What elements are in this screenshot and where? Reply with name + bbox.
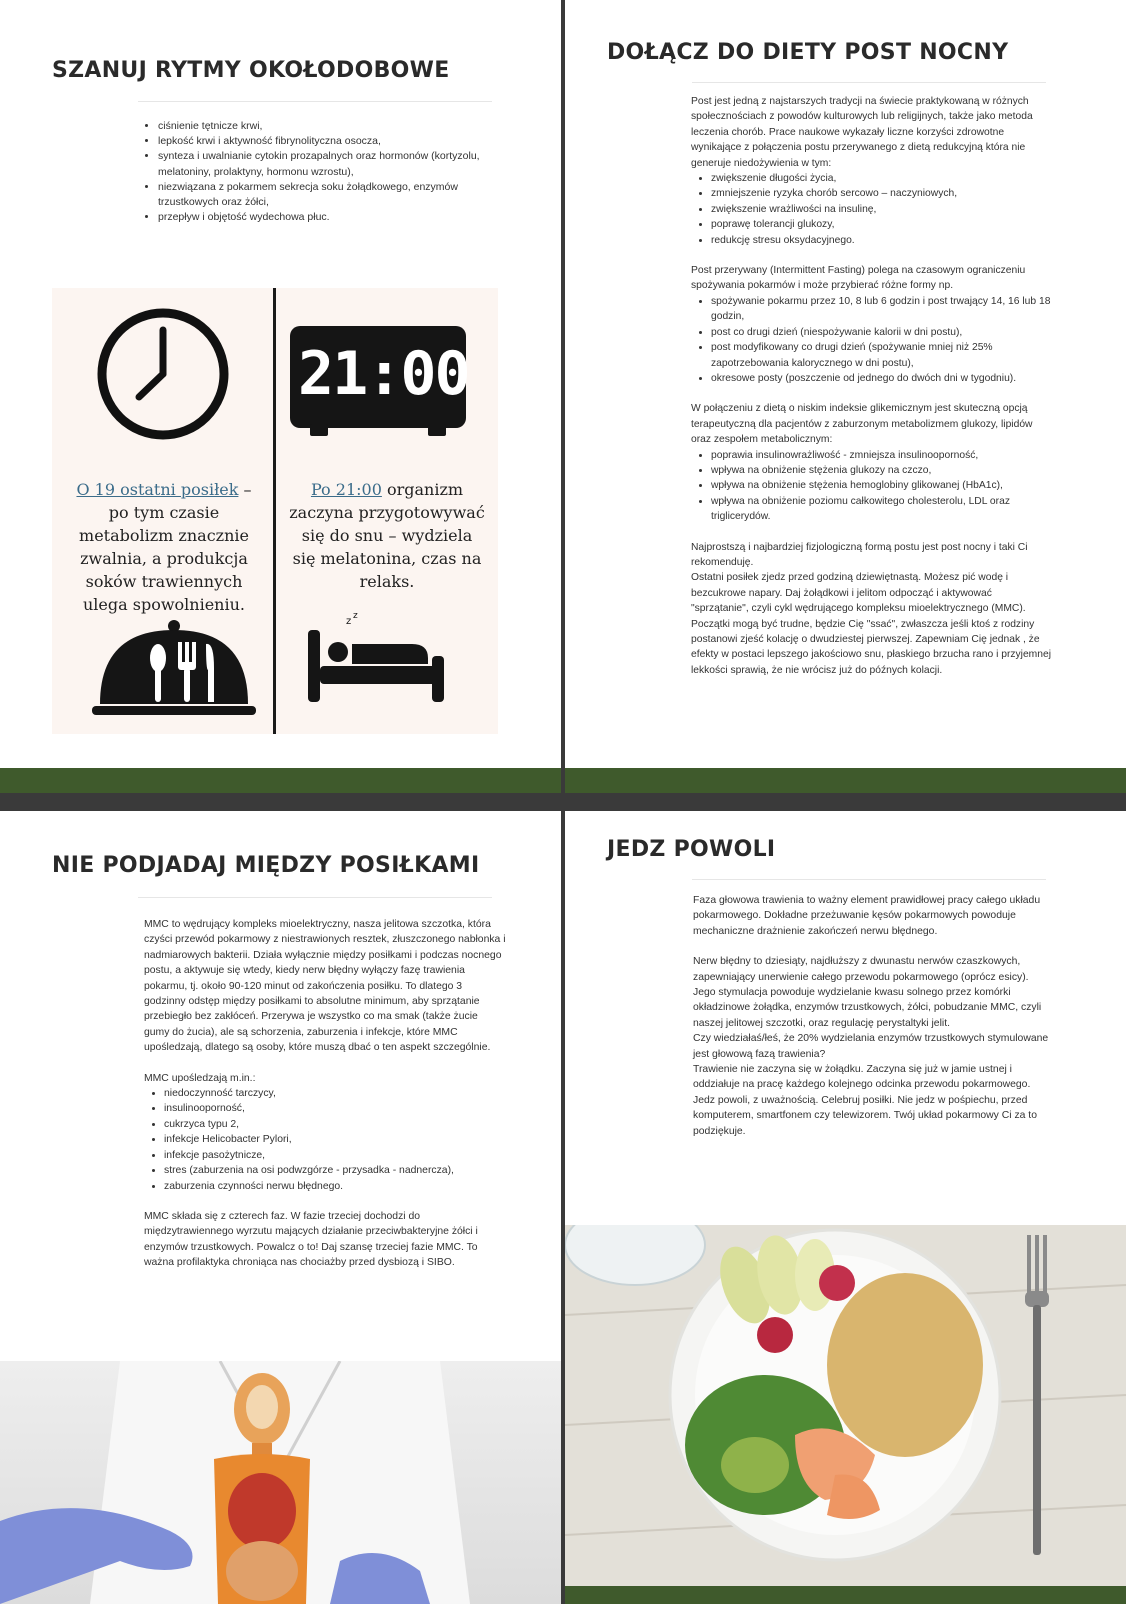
list-item: • post co drugi dzień (niespożywanie kalorii w dni postu), xyxy=(711,325,1051,340)
list-item: • zwiększenie długości życia, xyxy=(711,171,1051,186)
caption-left-text: – po tym czasie metabolizm znacznie zwalnia, a produkcja soków trawiennych ulega spowolnieniu. xyxy=(79,480,252,614)
mmc-text xyxy=(144,917,506,1271)
list-item: • cukrzyca typu 2, xyxy=(164,1117,506,1132)
title-rule xyxy=(692,879,1046,880)
eat-slowly-text xyxy=(693,893,1049,1139)
page-night-fast xyxy=(565,0,1126,793)
list-item: • synteza i uwalnianie cytokin prozapalnych oraz hormonów (kortyzolu, melatoniny, prolaktyny, hormonu wzrostu), xyxy=(158,149,498,179)
footer-bar xyxy=(565,1586,1126,1604)
paragraph: Czy wiedziałaś/łeś, że 20% wydzielania enzymów trzustkowych stymulowane jest głowową fazą trawienia? xyxy=(693,1033,1049,1060)
mmc-list xyxy=(144,1086,506,1194)
list-item: • post modyfikowany co drugi dzień (spożywanie mniej niż 25% zapotrzebowania kalorycznego w dni postu), xyxy=(711,340,1051,371)
list-item: • wpływa na obniżenie stężenia hemoglobiny glikowanej (HbA1c), xyxy=(711,478,1051,493)
footer-bar xyxy=(0,768,561,793)
list-item: • redukcję stresu oksydacyjnego. xyxy=(711,233,1051,248)
list-item: • spożywanie pokarmu przez 10, 8 lub 6 godzin i post trwający 14, 16 lub 18 godzin, xyxy=(711,294,1051,325)
list-item: • ciśnienie tętnicze krwi, xyxy=(158,119,498,134)
if-paragraph: Post przerywany (Intermittent Fasting) polega na czasowym ograniczeniu spożywania pokarmów i może przybierać różne formy np. xyxy=(691,265,1026,292)
list-item: • niedoczynność tarczycy, xyxy=(164,1086,506,1101)
caption-left xyxy=(66,478,262,616)
closing-paragraph-1: Najprostszą i najbardziej fizjologiczną formą postu jest post nocny i taki Ci rekomenduję. xyxy=(691,541,1028,568)
gi-effects-list xyxy=(691,448,1051,525)
page-title: JEDZ POWOLI xyxy=(607,837,776,862)
page-eat-slowly xyxy=(565,811,1126,1604)
paragraph: Trawienie nie zaczyna się w żołądku. Zaczyna się już w jamie ustnej i oddziałuje na pracę każdego kolejnego odcinka przewodu pokarmowego. xyxy=(693,1064,1031,1091)
digital-clock-display: 21:00 xyxy=(298,339,469,409)
list-item: • zmniejszenie ryzyka chorób sercowo – naczyniowych, xyxy=(711,186,1051,201)
mmc-paragraph-2: MMC składa się z czterech faz. W fazie trzeciej dochodzi do międzytrawiennego wyrzutu mających działanie przeciwbakteryjne żółci i enzymów trzustkowych. Powalcz o to! Daj szansę trzeciej fazie MMC. To ważna profilaktyka chroniąca nas chociażby przed dysbiozą i SIBO. xyxy=(144,1210,478,1269)
intro-paragraph: Post jest jedną z najstarszych tradycji na świecie praktykowaną w różnych społecznościach z powodów kulturowych lub religijnych, także jako metoda leczenia chorób. Prace naukowe wykazały liczne korzyści zdrowotne wynikające z połączenia postu przerywanego z dietą redukcyjną która nie generuje niedożywienia w tym: xyxy=(691,96,1033,169)
paragraph: Jedz powoli, z uważnością. Celebruj posiłki. Nie jedz w pośpiechu, przed komputerem, smartfonem czy telewizorem. Twój układ pokarmowy Ci za to podziękuje. xyxy=(693,1094,1037,1137)
list-item: • poprawia insulinowrażliwość - zmniejsza insulinooporność, xyxy=(711,448,1051,463)
caption-right xyxy=(288,478,486,593)
caption-right-text: organizm zaczyna przygotowywać się do snu – wydziela się melatonina, czas na relaks. xyxy=(289,480,485,591)
gi-paragraph: W połączeniu z dietą o niskim indeksie glikemicznym jest skuteczną opcją terapeutyczną dla pacjentów z zaburzonym metabolizmem glukozy, lipidów oraz zespołem metabolicznym: xyxy=(691,403,1033,446)
rhythm-list xyxy=(138,119,498,225)
clock-icon xyxy=(95,306,231,442)
rhythm-list-block xyxy=(138,119,498,225)
svg-text:z: z xyxy=(346,616,352,627)
anatomy-model-photo xyxy=(0,1361,561,1604)
closing-paragraph-2: Ostatni posiłek zjedz przed godziną dziewiętnastą. Możesz pić wodę i bezcukrowe napary. Daj żołądkowi i jelitom odpocząć i aktywować "sprzątanie", czyli cykl wędrującego kompleksu mioelektrycznego (MMC). Początki mogą być trudne, będzie Cię "ssać", zwłaszcza jeśli ktoś z rodziny postanowi zjeść kolację o dwudziestej pierwszej. Zapewniam Cię jednak , że efekty w postaci lepszego jakościowo snu, płaskiego brzucha rano i przyjemnej lekkości sprawią, że nie wrócisz już do późnych kolacji. xyxy=(691,572,1052,676)
page-title: NIE PODJADAJ MIĘDZY POSIŁKAMI xyxy=(52,853,480,878)
list-item: • insulinooporność, xyxy=(164,1101,506,1116)
page-title: SZANUJ RYTMY OKOŁODOBOWE xyxy=(52,58,450,83)
list-item: • zaburzenia czynności nerwu błędnego. xyxy=(164,1179,506,1194)
sleeping-bed-icon xyxy=(306,610,448,706)
list-item: • wpływa na obniżenie stężenia glukozy na czczo, xyxy=(711,463,1051,478)
night-fast-text xyxy=(691,94,1051,678)
title-rule xyxy=(138,101,492,102)
page-title: DOŁĄCZ DO DIETY POST NOCNY xyxy=(607,40,1009,65)
paragraph: Nerw błędny to dziesiąty, najdłuższy z dwunastu nerwów czaszkowych, zapewniający unerwienie całego przewodu pokarmowego (oprócz esicy). Jego stymulacja powoduje wydzielanie kwasu solnego przez komórki okładzinowe żołądka, enzymów trzustkowych, żółci, pobudzanie MMC, czyli naszej jelitowej szczotki, oraz regulację perystaltyki jelit. xyxy=(693,956,1042,1029)
if-forms-list xyxy=(691,294,1051,386)
caption-right-lead: Po 21:00 xyxy=(310,480,382,499)
page-rhythms xyxy=(0,0,561,793)
panel-divider xyxy=(273,288,276,734)
list-item: • przepływ i objętość wydechowa płuc. xyxy=(158,210,498,225)
list-item: • stres (zaburzenia na osi podwzgórze - przysadka - nadnercza), xyxy=(164,1163,506,1178)
footer-bar xyxy=(565,768,1126,793)
list-item: • okresowe posty (poszczenie od jednego do dwóch dni w tygodniu). xyxy=(711,371,1051,386)
mmc-list-intro: MMC upośledzają m.in.: xyxy=(144,1072,256,1084)
list-item: • poprawę tolerancji glukozy, xyxy=(711,217,1051,232)
svg-text:z: z xyxy=(353,611,358,621)
title-rule xyxy=(138,897,492,898)
list-item: • lepkość krwi i aktywność fibrynolityczna osocza, xyxy=(158,134,498,149)
benefits-list xyxy=(691,171,1051,248)
page-no-snacking xyxy=(0,811,561,1604)
title-rule xyxy=(692,82,1046,83)
list-item: • niezwiązana z pokarmem sekrecja soku żołądkowego, enzymów trzustkowych oraz żółci, xyxy=(158,180,498,210)
list-item: • infekcje Helicobacter Pylori, xyxy=(164,1132,506,1147)
healthy-plate-photo xyxy=(565,1225,1126,1586)
paragraph: Faza głowowa trawienia to ważny element prawidłowej pracy całego układu pokarmowego. Dokładne przeżuwanie kęsów pokarmowych powoduje mechaniczne drażnienie zakończeń nerwu błędnego. xyxy=(693,895,1041,937)
list-item: • infekcje pasożytnicze, xyxy=(164,1148,506,1163)
caption-left-lead: O 19 ostatni posiłek xyxy=(76,480,239,499)
mmc-paragraph-1: MMC to wędrujący kompleks mioelektryczny, nasza jelitowa szczotka, która czyści przewód pokarmowy z niestrawionych resztek, złuszczonego nabłonka i nadmiarowych bakterii. Działa wyłącznie między posiłkami i podczas nocnego postu, a aktywuje się wtedy, kiedy nerw błędny wyłączy fazę trawienia pokarmu, tj. około 90-120 minut od zakończenia posiłku. To dlatego 3 godzinny odstęp między posiłkami to absolutne minimum, aby sprzątanie przebiegło bez zakłóceń. Przerywa je wszystko co ma smak (także żucie gumy do żucia), ale są schorzenia, zaburzenia i infekcje, które MMC upośledzają, dlatego są osoby, które muszą dbać o ten aspekt szczególnie. xyxy=(144,919,506,1054)
dinner-cloche-icon xyxy=(88,618,260,724)
list-item: • zwiększenie wrażliwości na insulinę, xyxy=(711,202,1051,217)
list-item: • wpływa na obniżenie poziomu całkowitego cholesterolu, LDL oraz triglicerydów. xyxy=(711,494,1051,525)
